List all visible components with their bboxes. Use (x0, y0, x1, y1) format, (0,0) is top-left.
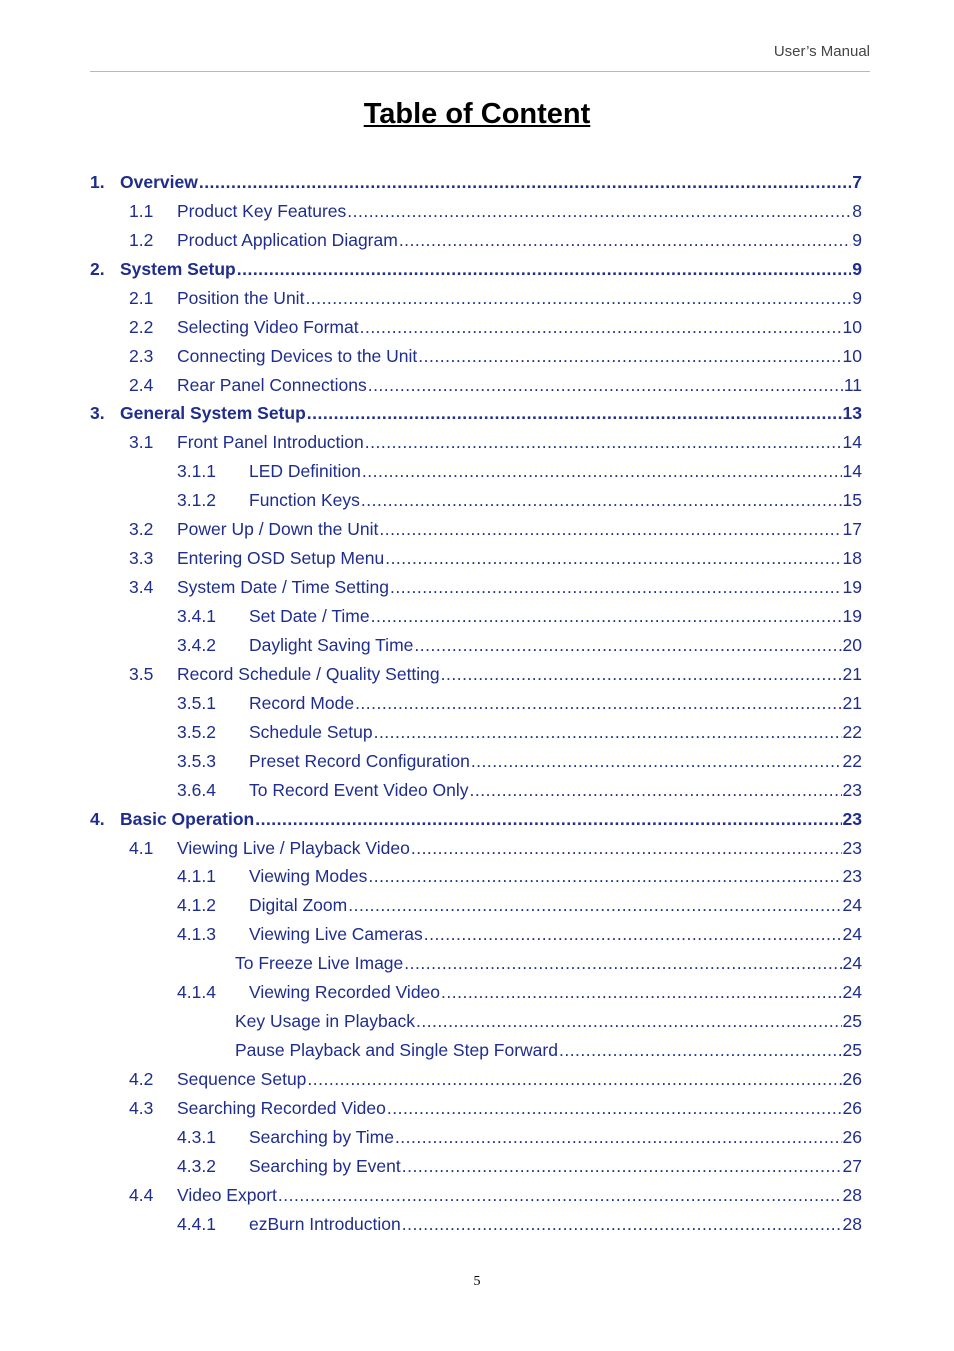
toc-entry-page: 9 (852, 229, 862, 250)
toc-entry[interactable] (90, 602, 862, 631)
toc-entry-number: 2.2 (129, 316, 154, 337)
toc-entry-page: 23 (842, 837, 862, 858)
toc-entry-number: 4.1.1 (177, 866, 216, 887)
toc-entry-page: 18 (842, 548, 862, 569)
toc-entry-page: 24 (842, 982, 862, 1003)
toc-entry[interactable] (90, 891, 862, 920)
toc-entry-label: Basic Operation (120, 808, 255, 829)
toc-entry-number: 2.3 (129, 345, 154, 366)
toc-entry-label: Product Key Features (177, 200, 347, 221)
toc-leader-dots (379, 519, 841, 540)
toc-entry[interactable] (90, 949, 862, 978)
toc-entry-number: 1. (90, 171, 105, 192)
toc-entry[interactable] (90, 428, 862, 457)
toc-entry-label: System Date / Time Setting (177, 577, 390, 598)
toc-entry-page: 23 (842, 808, 862, 829)
page-title: Table of Content (363, 98, 591, 130)
toc-entry[interactable] (90, 400, 862, 429)
toc-entry-page: 23 (842, 779, 862, 800)
toc-entry[interactable] (90, 1007, 862, 1036)
toc-entry-label: Video Export (177, 1184, 277, 1205)
toc-entry-number: 4.3.2 (177, 1155, 216, 1176)
toc-entry-page: 26 (842, 1126, 862, 1147)
toc-entry-page: 8 (852, 200, 862, 221)
toc-leader-dots (402, 1156, 842, 1177)
toc-entry[interactable] (90, 776, 862, 805)
toc-entry-number: 3.1.2 (177, 490, 216, 511)
toc-leader-dots (441, 982, 842, 1003)
toc-leader-dots (360, 317, 842, 338)
toc-entry-label: System Setup (120, 258, 236, 279)
toc-leader-dots (368, 866, 841, 887)
header-divider (90, 71, 870, 72)
toc-leader-dots (307, 1069, 841, 1090)
toc-entry-page: 13 (842, 403, 862, 424)
toc-entry-label: ezBurn Introduction (249, 1213, 401, 1234)
toc-entry-label: Sequence Setup (177, 1069, 307, 1090)
toc-leader-dots (361, 490, 842, 511)
toc-entry-number: 4.2 (129, 1069, 154, 1090)
toc-entry-page: 27 (842, 1155, 862, 1176)
toc-leader-dots (368, 375, 843, 396)
toc-leader-dots (374, 722, 842, 743)
toc-leader-dots (305, 288, 851, 309)
toc-entry-page: 25 (842, 1011, 862, 1032)
toc-entry-number: 3. (90, 403, 105, 424)
toc-entry-page: 23 (842, 866, 862, 887)
toc-leader-dots (355, 693, 841, 714)
toc-entry-number: 3.4 (129, 577, 154, 598)
toc-entry[interactable] (90, 1094, 862, 1123)
toc-entry[interactable] (90, 920, 862, 949)
toc-entry-page: 17 (842, 519, 862, 540)
toc-entry-page: 26 (842, 1097, 862, 1118)
toc-entry-number: 3.1.1 (177, 461, 216, 482)
toc-entry-label: Pause Playback and Single Step Forward (235, 1040, 558, 1061)
toc-entry[interactable] (90, 342, 862, 371)
toc-leader-dots (424, 924, 842, 945)
toc-entry-page: 26 (842, 1069, 862, 1090)
toc-entry[interactable] (90, 573, 862, 602)
toc-entry-number: 2. (90, 258, 105, 279)
toc-entry-number: 4.1.2 (177, 895, 216, 916)
toc-entry[interactable] (90, 747, 862, 776)
toc-leader-dots (365, 432, 842, 453)
toc-leader-dots (390, 577, 842, 598)
toc-entry[interactable] (90, 1065, 862, 1094)
toc-entry-number: 3.3 (129, 548, 154, 569)
toc-entry[interactable] (90, 834, 862, 863)
toc-entry-number: 3.5.1 (177, 692, 216, 713)
toc-entry[interactable] (90, 1036, 862, 1065)
toc-entry-number: 3.5.2 (177, 721, 216, 742)
toc-entry-page: 14 (842, 432, 862, 453)
toc-entry-label: Front Panel Introduction (177, 432, 364, 453)
toc-entry-page: 15 (842, 490, 862, 511)
toc-leader-dots (385, 548, 841, 569)
toc-leader-dots (559, 1040, 842, 1061)
toc-entry-label: Preset Record Configuration (249, 750, 470, 771)
toc-entry-page: 21 (842, 692, 862, 713)
toc-leader-dots (470, 780, 842, 801)
toc-entry[interactable] (90, 689, 862, 718)
toc-entry-page: 20 (842, 634, 862, 655)
toc-leader-dots (414, 635, 841, 656)
toc-leader-dots (371, 606, 842, 627)
toc-entry[interactable] (90, 544, 862, 573)
toc-leader-dots (255, 809, 841, 830)
toc-entry-number: 4. (90, 808, 105, 829)
toc-entry-number: 3.1 (129, 432, 154, 453)
toc-entry-number: 3.5.3 (177, 750, 216, 771)
toc-entry-label: Viewing Recorded Video (249, 982, 441, 1003)
toc-entry[interactable] (90, 486, 862, 515)
toc-entry-page: 19 (842, 606, 862, 627)
toc-entry-page: 9 (852, 287, 862, 308)
toc-entry-label: LED Definition (249, 461, 361, 482)
toc-entry-label: Schedule Setup (249, 721, 373, 742)
toc-entry-label: Function Keys (249, 490, 360, 511)
toc-entry-label: Set Date / Time (249, 606, 370, 627)
toc-entry-label: Key Usage in Playback (235, 1011, 415, 1032)
toc-entry[interactable] (90, 718, 862, 747)
toc-entry-page: 21 (842, 663, 862, 684)
toc-entry-label: Viewing Live Cameras (249, 924, 423, 945)
toc-entry-page: 10 (842, 316, 862, 337)
toc-entry-label: Record Mode (249, 692, 355, 713)
toc-entry-label: Searching by Time (249, 1126, 394, 1147)
toc-entry[interactable] (90, 631, 862, 660)
toc-entry-number: 4.1.3 (177, 924, 216, 945)
toc-entry-page: 11 (843, 374, 862, 395)
toc-entry-page: 7 (852, 171, 862, 192)
toc-entry-label: To Record Event Video Only (249, 779, 469, 800)
toc-entry-label: Searching by Event (249, 1155, 401, 1176)
toc-entry[interactable] (90, 515, 862, 544)
toc-entry[interactable] (90, 1123, 862, 1152)
toc-entry-label: Power Up / Down the Unit (177, 519, 379, 540)
table-of-contents (90, 168, 862, 1239)
toc-entry[interactable] (90, 168, 862, 197)
page-number: 5 (473, 1274, 481, 1289)
toc-entry[interactable] (90, 457, 862, 486)
toc-entry-label: Viewing Live / Playback Video (177, 837, 410, 858)
toc-leader-dots (402, 1214, 842, 1235)
toc-leader-dots (441, 664, 842, 685)
toc-entry[interactable] (90, 978, 862, 1007)
toc-leader-dots (199, 172, 851, 193)
toc-entry-number: 3.5 (129, 663, 154, 684)
toc-entry-page: 28 (842, 1184, 862, 1205)
toc-entry-number: 4.1.4 (177, 982, 216, 1003)
toc-entry-number: 4.1 (129, 837, 154, 858)
toc-entry[interactable] (90, 1152, 862, 1181)
toc-entry-number: 4.4.1 (177, 1213, 216, 1234)
toc-entry-label: Selecting Video Format (177, 316, 359, 337)
toc-entry[interactable] (90, 255, 862, 284)
toc-entry-number: 1.1 (129, 200, 154, 221)
toc-entry-label: Entering OSD Setup Menu (177, 548, 385, 569)
toc-entry-label: Rear Panel Connections (177, 374, 367, 395)
toc-entry-number: 3.6.4 (177, 779, 216, 800)
toc-entry-number: 4.4 (129, 1184, 154, 1205)
toc-leader-dots (395, 1127, 842, 1148)
toc-entry-page: 14 (842, 461, 862, 482)
toc-entry-page: 22 (842, 721, 862, 742)
toc-entry[interactable] (90, 226, 862, 255)
toc-leader-dots (404, 953, 841, 974)
toc-leader-dots (471, 751, 842, 772)
toc-leader-dots (418, 346, 841, 367)
toc-entry-page: 24 (842, 895, 862, 916)
toc-entry[interactable] (90, 805, 862, 834)
toc-leader-dots (347, 201, 851, 222)
toc-entry[interactable] (90, 1210, 862, 1239)
toc-entry[interactable] (90, 313, 862, 342)
toc-entry[interactable] (90, 284, 862, 313)
toc-entry-label: To Freeze Live Image (235, 953, 404, 974)
toc-entry-label: Overview (120, 171, 198, 192)
toc-entry-number: 4.3 (129, 1097, 154, 1118)
toc-entry-page: 22 (842, 750, 862, 771)
toc-entry-label: Connecting Devices to the Unit (177, 345, 418, 366)
toc-entry-page: 28 (842, 1213, 862, 1234)
toc-entry-page: 24 (842, 924, 862, 945)
toc-entry-label: Position the Unit (177, 287, 305, 308)
toc-leader-dots (237, 259, 852, 280)
toc-entry-number: 3.4.2 (177, 634, 216, 655)
toc-leader-dots (387, 1098, 842, 1119)
toc-entry-number: 4.3.1 (177, 1126, 216, 1147)
toc-entry-label: Digital Zoom (249, 895, 348, 916)
toc-entry-number: 3.4.1 (177, 606, 216, 627)
toc-entry-page: 25 (842, 1040, 862, 1061)
toc-leader-dots (416, 1011, 842, 1032)
toc-entry[interactable] (90, 660, 862, 689)
toc-entry-label: General System Setup (120, 403, 306, 424)
toc-leader-dots (348, 895, 841, 916)
toc-entry[interactable] (90, 371, 862, 400)
toc-entry-page: 19 (842, 577, 862, 598)
toc-entry-label: Searching Recorded Video (177, 1097, 386, 1118)
toc-entry-number: 1.2 (129, 229, 154, 250)
toc-entry-page: 9 (852, 258, 862, 279)
toc-entry-number: 3.2 (129, 519, 154, 540)
toc-entry-label: Viewing Modes (249, 866, 368, 887)
toc-entry-label: Product Application Diagram (177, 229, 398, 250)
toc-entry[interactable] (90, 863, 862, 892)
toc-leader-dots (411, 838, 842, 859)
toc-entry-number: 2.4 (129, 374, 154, 395)
toc-leader-dots (362, 461, 842, 482)
toc-entry[interactable] (90, 1181, 862, 1210)
toc-entry-page: 24 (842, 953, 862, 974)
toc-entry-number: 2.1 (129, 287, 154, 308)
toc-entry[interactable] (90, 197, 862, 226)
header-text: User’s Manual (773, 43, 870, 60)
toc-entry-page: 10 (842, 345, 862, 366)
toc-leader-dots (278, 1185, 842, 1206)
toc-leader-dots (399, 230, 851, 251)
toc-leader-dots (307, 403, 842, 424)
toc-entry-label: Record Schedule / Quality Setting (177, 663, 440, 684)
toc-entry-label: Daylight Saving Time (249, 634, 414, 655)
